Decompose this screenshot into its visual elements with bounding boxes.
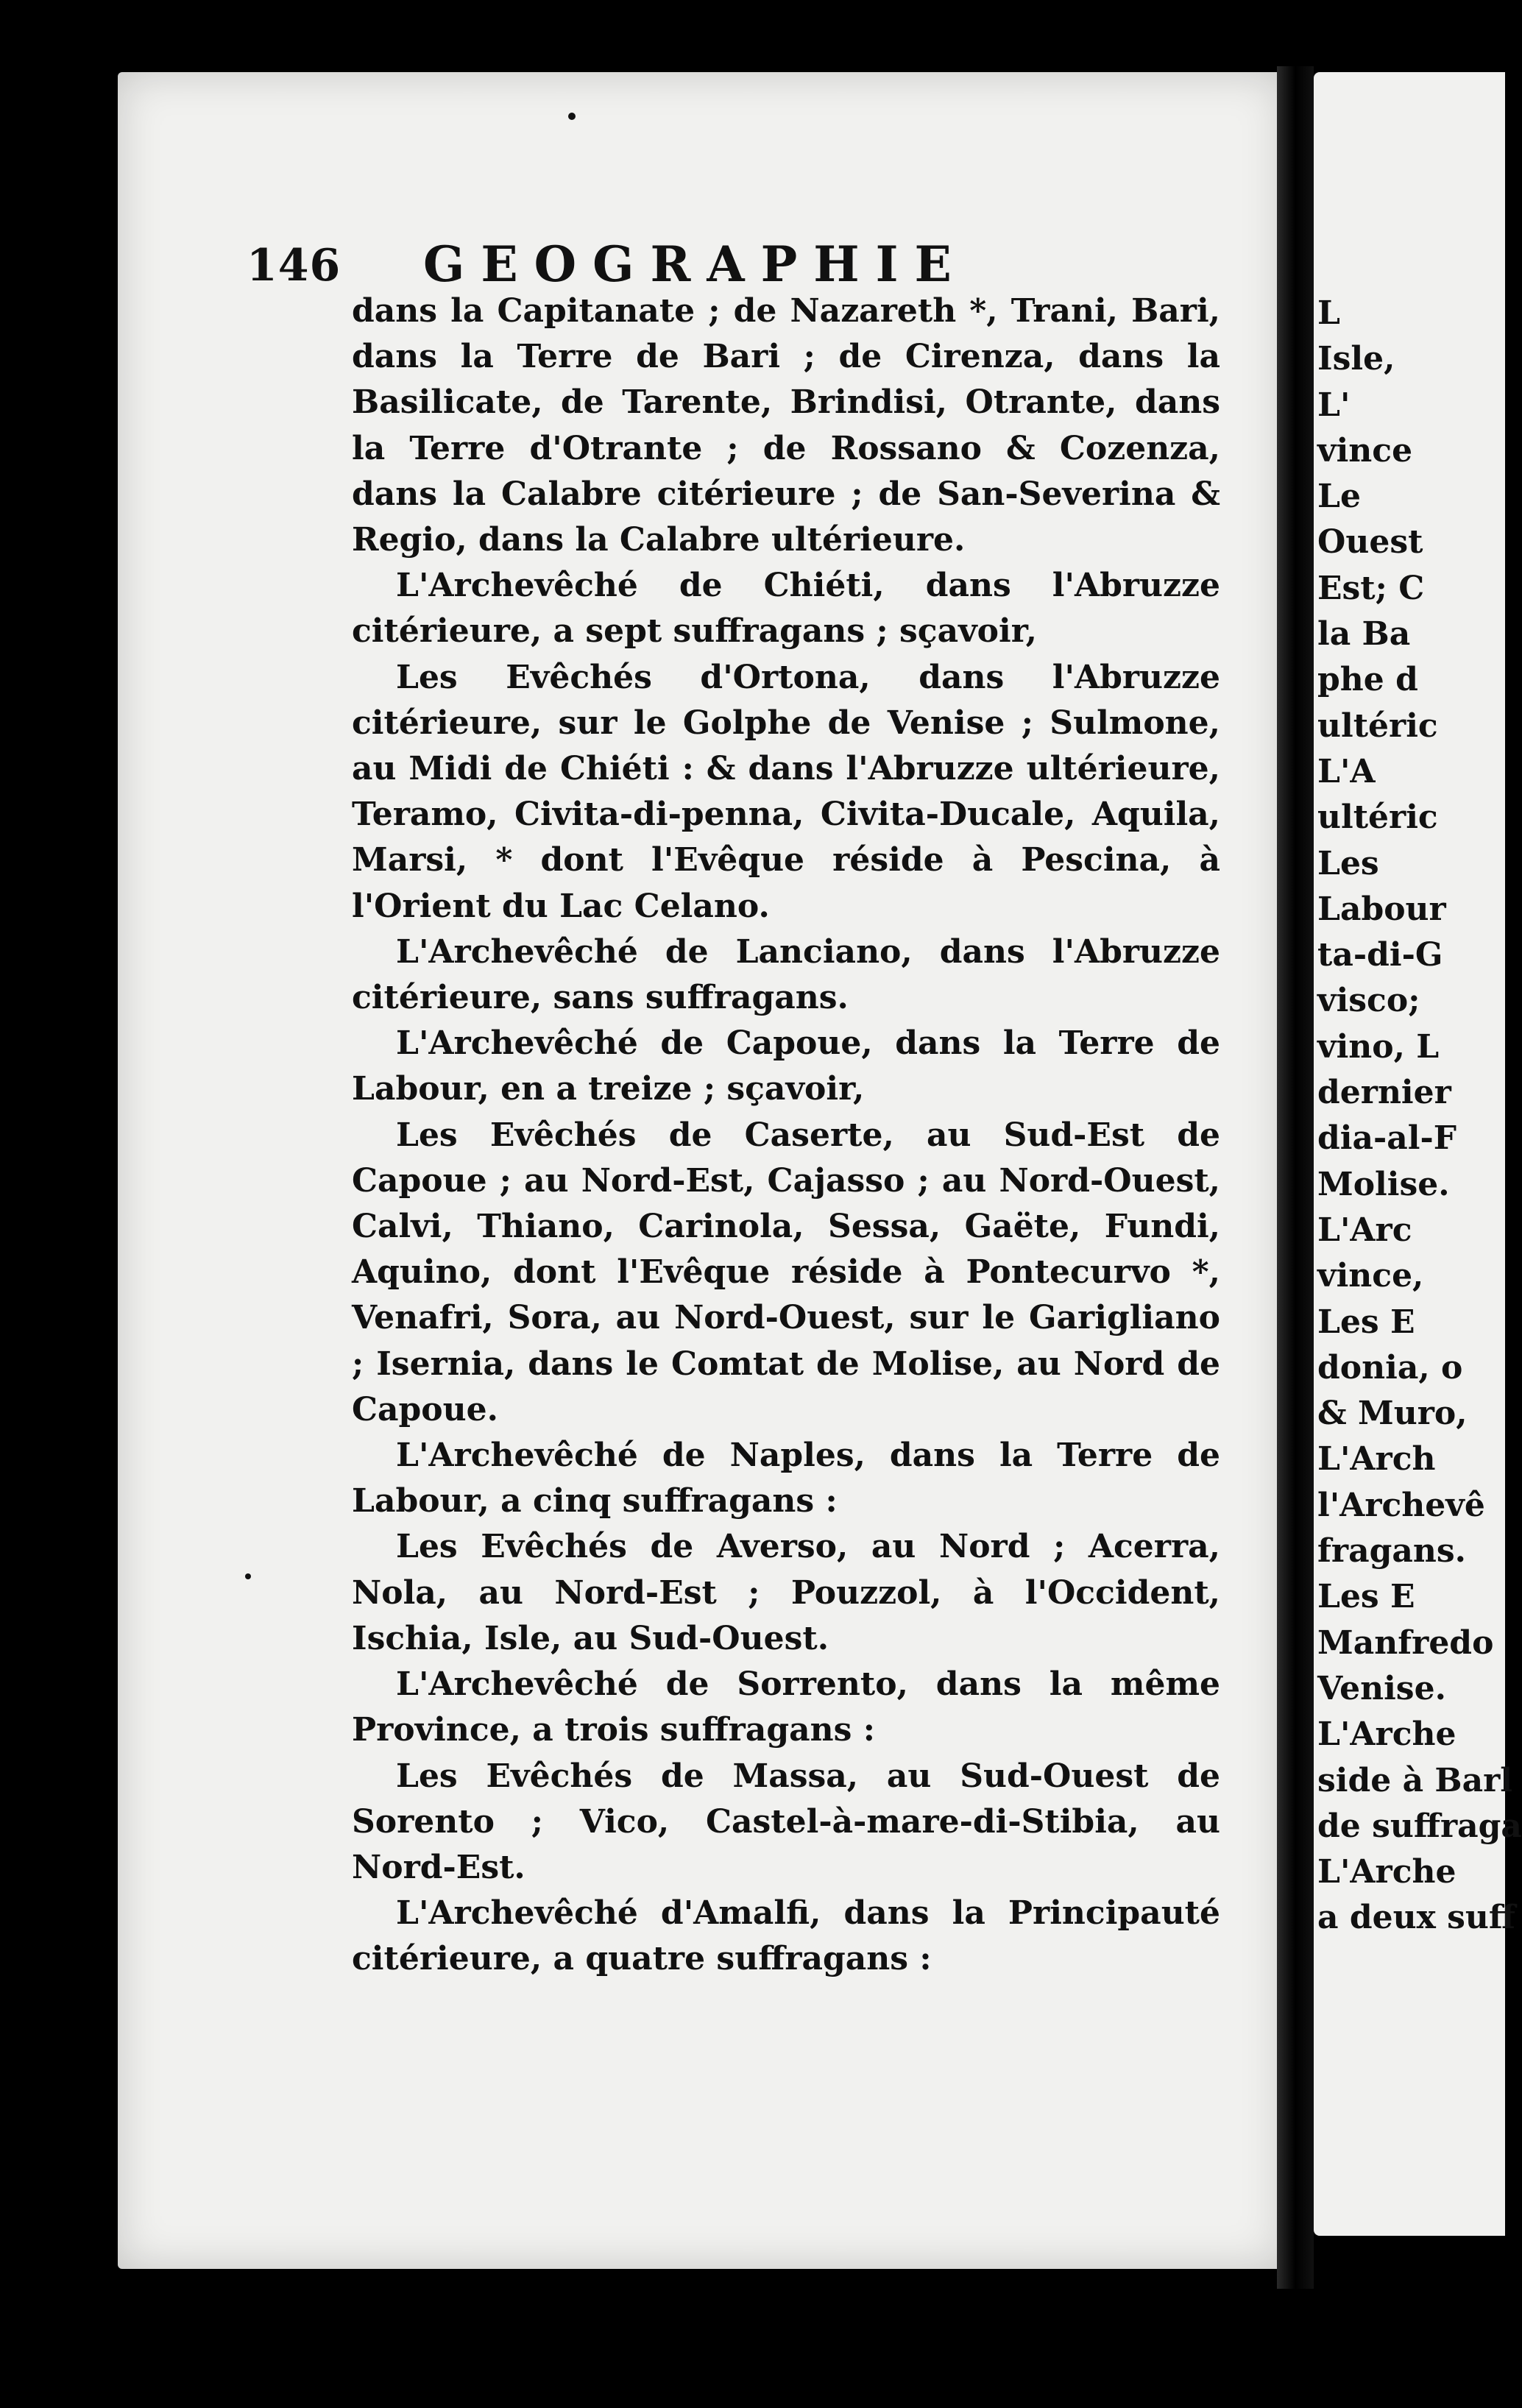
right-page-line: vino, L <box>1317 1027 1440 1066</box>
right-page-line: vince <box>1317 431 1413 470</box>
right-page-line: L'Arch <box>1317 1440 1436 1479</box>
right-page-line: ta-di-G <box>1317 936 1443 974</box>
right-page-line: L'Arc <box>1317 1211 1412 1249</box>
right-page-line: Les E <box>1317 1578 1415 1616</box>
right-page-line: L'Arche <box>1317 1853 1456 1891</box>
right-page-text-fragment <box>1317 291 1522 1941</box>
paragraph: L'Archevêché de Sorrento, dans la même Province, a trois suffragans : <box>352 1665 1220 1749</box>
running-head: GEOGRAPHIE <box>423 236 968 293</box>
right-page-line: L'A <box>1317 752 1376 790</box>
paragraph: Les Evêchés de Massa, au Sud-Ouest de Sorento ; Vico, Castel-à-mare-di-Stibia, au Nord-Est. <box>352 1757 1220 1886</box>
right-page-line: la Ba <box>1317 615 1411 654</box>
paragraph: L'Archevêché de Lanciano, dans l'Abruzze citérieure, sans suffragans. <box>352 932 1220 1017</box>
right-page-line: side à Barl <box>1317 1761 1512 1799</box>
right-page-line: ultéric <box>1317 707 1438 745</box>
right-page-line: L'Arche <box>1317 1715 1456 1754</box>
right-page-line: ultéric <box>1317 798 1438 837</box>
right-page-line: l'Archevê <box>1317 1486 1485 1524</box>
right-page-line: dia-al-F <box>1317 1119 1456 1158</box>
right-page-line: Le <box>1317 478 1361 516</box>
right-page-line: L' <box>1317 386 1351 424</box>
book-spine <box>1277 66 1314 2289</box>
paragraph: L'Archevêché d'Amalfi, dans la Principauté citérieure, a quatre suffragans : <box>352 1894 1220 1978</box>
right-page-line: Manfredo <box>1317 1623 1494 1662</box>
paragraph: Les Evêchés de Averso, au Nord ; Acerra, Nola, au Nord-Est ; Pouzzol, à l'Occident, Ischia, Isle, au Sud-Ouest. <box>352 1528 1220 1657</box>
right-page-line: fragans. <box>1317 1532 1466 1570</box>
right-page-line: Ouest <box>1317 523 1423 562</box>
ink-spot <box>568 113 576 120</box>
right-page-line: a deux suff <box>1317 1899 1516 1937</box>
right-page-line: L <box>1317 294 1340 332</box>
right-page-line: vince, <box>1317 1257 1424 1295</box>
right-page-line: phe d <box>1317 661 1418 699</box>
paragraph: Les Evêchés d'Ortona, dans l'Abruzze citérieure, sur le Golphe de Venise ; Sulmone, au Midi de Chiéti : & dans l'Abruzze ultérieure, Teramo, Civita-di-penna, Civita-Ducale, Aquila, Marsi, * dont l'Evêque réside à Pescina, à l'Orient du Lac Celano. <box>352 658 1220 925</box>
right-page-line: dernier <box>1317 1074 1451 1112</box>
right-page-line: Les E <box>1317 1303 1415 1341</box>
right-page-line: de suffraga <box>1317 1807 1522 1845</box>
right-page-line: Isle, <box>1317 340 1395 378</box>
paragraph: L'Archevêché de Capoue, dans la Terre de Labour, en a treize ; sçavoir, <box>352 1024 1220 1108</box>
right-page-line: & Muro, <box>1317 1395 1468 1433</box>
ink-spot <box>245 1573 251 1579</box>
paragraph: L'Archevêché de Naples, dans la Terre de Labour, a cinq suffragans : <box>352 1437 1220 1520</box>
paragraph: Les Evêchés de Caserte, au Sud-Est de Capoue ; au Nord-Est, Cajasso ; au Nord-Ouest, Calvi, Thiano, Carinola, Sessa, Gaëte, Fundi, Aquino, dont l'Evêque réside à Pontecurvo *, Venafri, Sora, au Nord-Ouest, sur le Garigliano ; Isernia, dans le Comtat de Molise, au Nord de Capoue. <box>352 1116 1220 1428</box>
right-page-line: Les <box>1317 844 1379 882</box>
right-page-line: visco; <box>1317 982 1420 1020</box>
right-page-line: Labour <box>1317 890 1446 928</box>
page-number: 146 <box>247 240 341 291</box>
page-body-text <box>352 288 1220 1983</box>
right-page-line: Venise. <box>1317 1669 1446 1707</box>
paragraph: L'Archevêché de Chiéti, dans l'Abruzze citérieure, a sept suffragans ; sçavoir, <box>352 567 1220 651</box>
paragraph: dans la Capitanate ; de Nazareth *, Trani, Bari, dans la Terre de Bari ; de Cirenza, dans la Basilicate, de Tarente, Brindisi, Otrante, dans la Terre d'Otrante ; de Rossano & Cozenza, dans la Calabre citérieure ; de San-Severina & Regio, dans la Calabre ultérieure. <box>352 292 1220 559</box>
right-page-line: donia, o <box>1317 1348 1463 1387</box>
right-page-line: Est; C <box>1317 569 1425 607</box>
right-page-line: Molise. <box>1317 1165 1450 1203</box>
